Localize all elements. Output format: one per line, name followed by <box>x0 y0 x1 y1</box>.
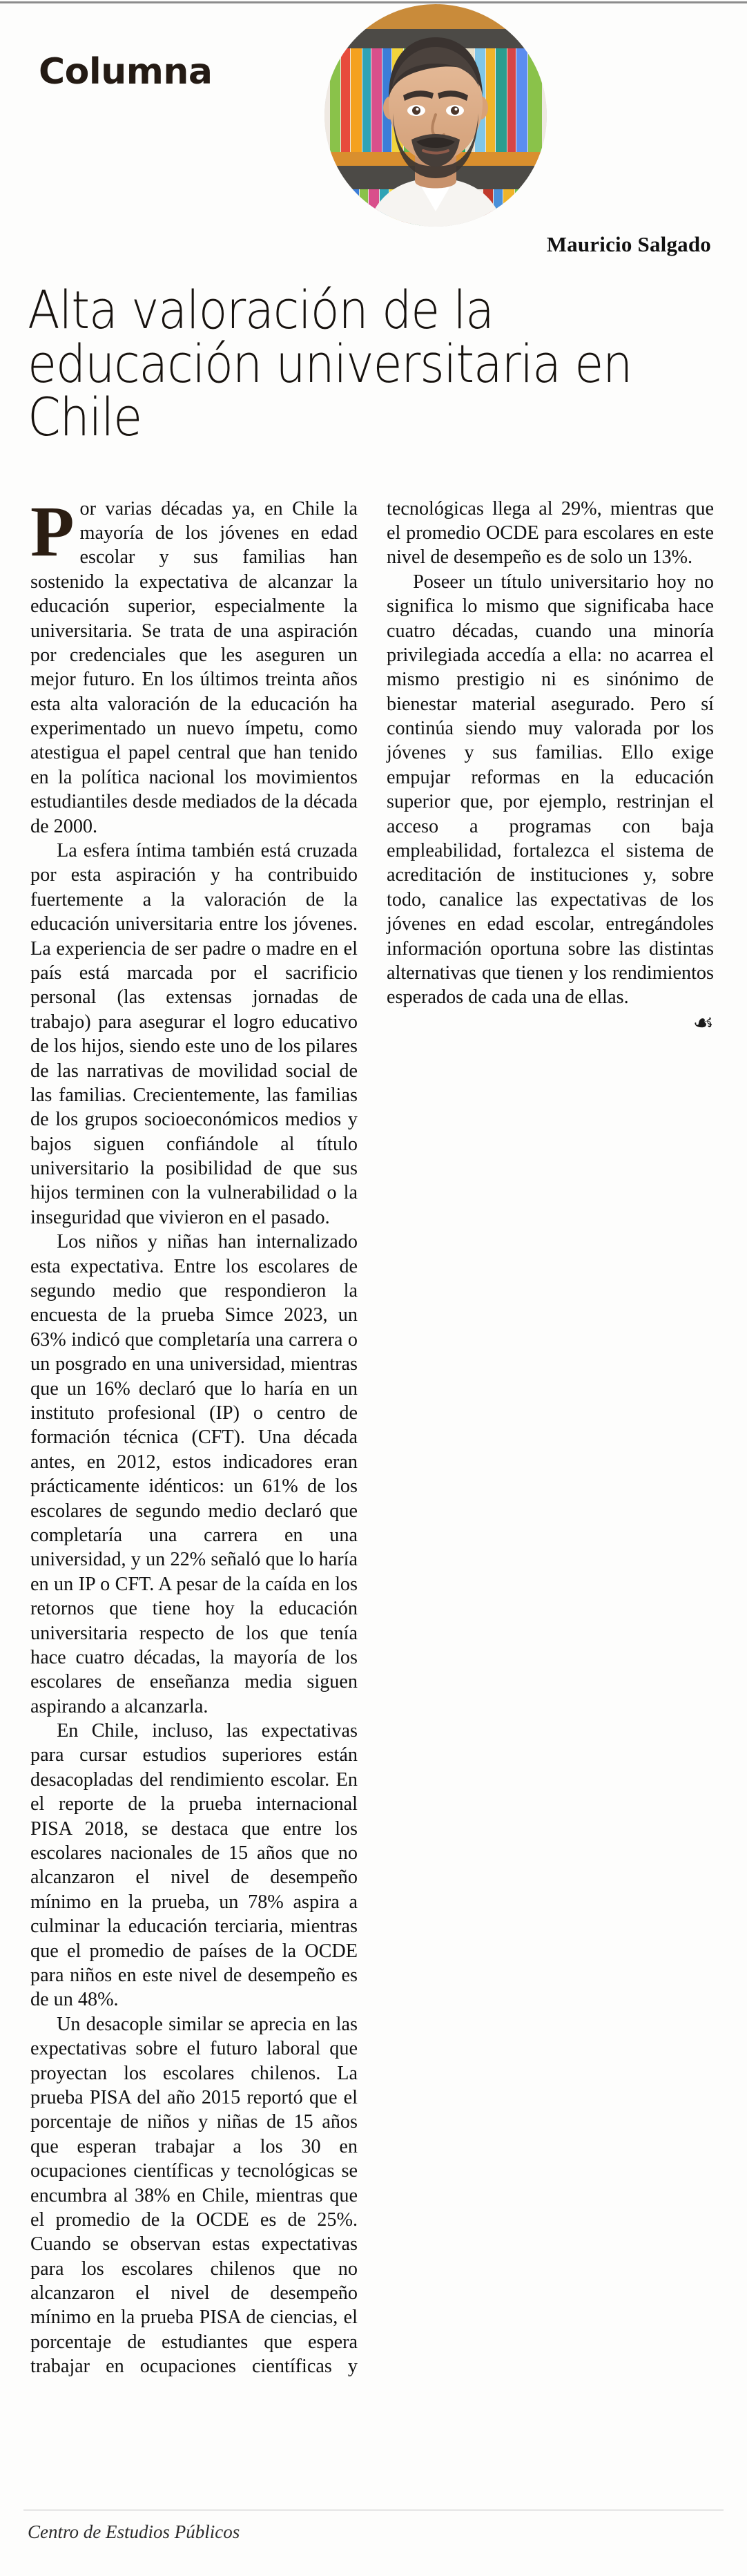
author-portrait <box>324 4 547 227</box>
byline-row <box>23 228 724 271</box>
article-headline: Alta valoración de la educación universitaria en Chile <box>28 279 632 448</box>
article-paragraph: En Chile, incluso, las expectativas para cursar estudios superiores están desacopladas del rendimiento escolar. En el reporte de la prueba internacional PISA 2018, se destaca que entre los escolares nacionales de 15 años que no alcanzaron el nivel de desempeño mínimo en la prueba, un 78% aspira a culminar la educación terciaria, mientras que el promedio de países de la OCDE para niños en este nivel de desempeño es de un 48%. <box>30 1720 358 2011</box>
masthead <box>23 0 724 228</box>
article-paragraph: Poseer un título universitario hoy no significa lo mismo que significaba hace cuatro décadas, cuando una minoría privilegiada accedía a ella: no acarrea el mismo prestigio ni es sinónimo de bienestar material asegurado. Pero sí continúa siendo muy valorada por los jóvenes y sus familias. Ello exige empujar reformas en la educación superior que, por ejemplo, restrinjan el acceso a programas con baja empleabilidad, fortalezca el sistema de acreditación de instituciones y, sobre todo, canalice las expectativas de los jóvenes en edad escolar, entregándoles información oportuna sobre las distintas alternativas que tienen y los rendimientos esperados de cada una de ellas. <box>387 571 714 1009</box>
section-kicker: Columna <box>39 51 213 93</box>
article-paragraph: Los niños y niñas han internalizado esta expectativa. Entre los escolares de segundo medio que respondieron la encuesta de la prueba Simce 2023, un 63% indicó que completaría una carrera o un posgrado en una universidad, mientras que un 16% declaró que lo haría en un instituto profesional (IP) o centro de formación técnica (CFT). Una década antes, en 2012, estos indicadores eran prácticamente idénticos: un 61% de los escolares de segundo medio declaró que completaría una carrera en una universidad, y un 22% señaló que lo haría en un IP o CFT. A pesar de la caída en los retornos que tiene hoy la educación universitaria respecto de los que tenía hace cuatro décadas, la mayoría de los escolares de enseñanza media siguen aspirando a alcanzarla. <box>30 1231 358 1717</box>
drop-cap: P <box>30 491 75 571</box>
page-footer <box>23 2510 724 2543</box>
article-paragraph: La esfera íntima también está cruzada por esta aspiración y ha contribuido fuertemente a la valoración de la educación universitaria entre los jóvenes. La experiencia de ser padre o madre en el país está marcada por el sacrificio personal (las extensas jornadas de trabajo) para asegurar el logro educativo de los hijos, siendo este uno de los pilares de las narrativas de movilidad social de las familias. Crecientemente, las familias de los grupos socioeconómicos medios y bajos siguen confiándole al título universitario la posibilidad de que sus hijos terminen con la vulnerabilidad o la inseguridad que vivieron en el pasado. <box>30 840 358 1228</box>
author-byline: Mauricio Salgado <box>546 232 711 256</box>
article-paragraph: Por varias décadas ya, en Chile la mayoría de los jóvenes en edad escolar y sus familias han sostenido la expectativa de alcanzar la educación superior, especialmente la universitaria. Se trata de una aspiración por credenciales que les aseguren un mejor futuro. En los últimos treinta años esta alta valoración de la educación ha experimentado un nuevo ímpetu, como atestigua el papel central que han tenido en la política nacional los movimientos estudiantiles desde mediados de la década de 2000. <box>30 491 358 837</box>
end-of-article-ornament: ☙ <box>692 1010 714 1036</box>
text-columns <box>30 491 714 2389</box>
source-attribution: Centro de Estudios Públicos <box>28 2521 240 2542</box>
article-paragraph: Un desacople similar se aprecia en las expectativas sobre el futuro laboral que proyectan los escolares chilenos. La prueba PISA del año 2015 reportó que el porcentaje de niños y niñas de 15 años que esperan trabajar a los 30 en ocupaciones científicas y tecnológicas se encumbra al 38% en Chile, mientras que el promedio de la OCDE es de 25%. Cuando se observan estas expectativas para los escolares chilenos que no alcanzaron el nivel de desempeño mínimo en la prueba PISA de ciencias, el porcentaje de estudiantes que espera trabajar en ocupaciones científicas y tecnológicas llega al 29%, mientras que el promedio OCDE para escolares en este nivel de desempeño es de solo un 13%. <box>30 497 714 2378</box>
article-body <box>23 491 724 2389</box>
